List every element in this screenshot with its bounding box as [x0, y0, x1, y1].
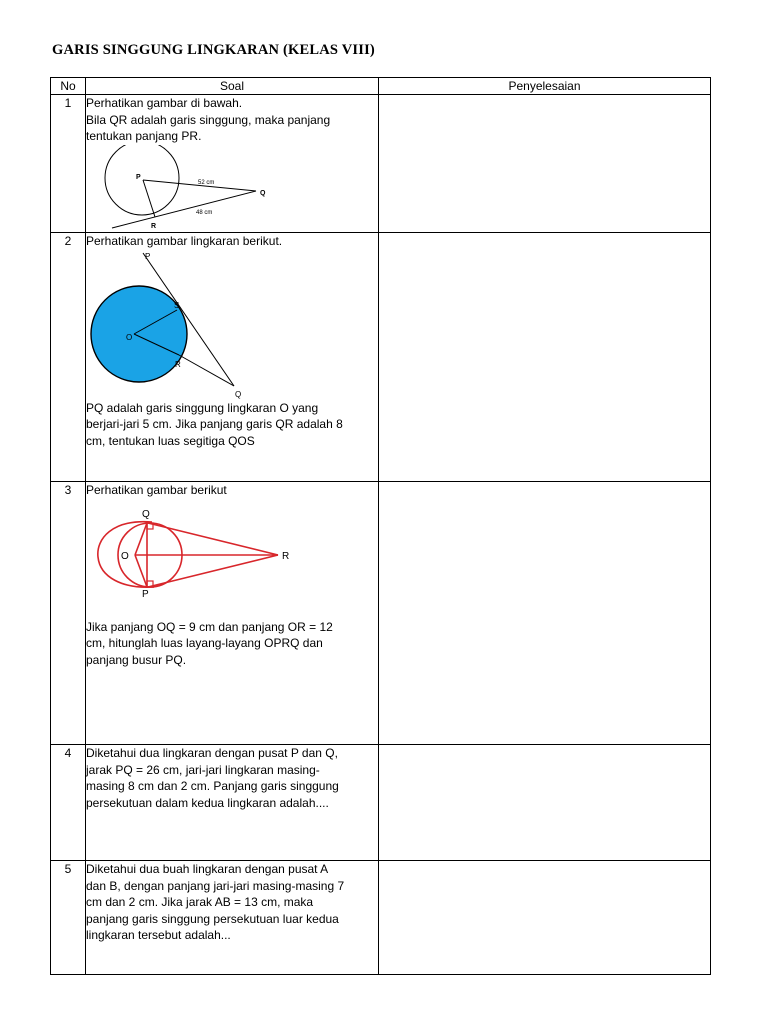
question-text-line: masing 8 cm dan 2 cm. Panjang garis singgung	[86, 779, 339, 793]
answer-cell[interactable]	[379, 95, 711, 233]
answer-cell[interactable]	[379, 745, 711, 861]
figure-blue-circle	[86, 250, 286, 400]
question-table	[50, 77, 711, 975]
row-number: 4	[51, 745, 86, 861]
question-cell	[86, 861, 379, 975]
answer-cell[interactable]	[379, 482, 711, 745]
question-text-line: berjari-jari 5 cm. Jika panjang garis QR adalah 8	[86, 417, 343, 431]
question-text-line: Diketahui dua buah lingkaran dengan pusat A	[86, 862, 329, 876]
question-text-line: panjang busur PQ.	[86, 652, 187, 667]
label-r: R	[282, 550, 290, 562]
table-row	[51, 745, 711, 861]
row-number: 5	[51, 861, 86, 975]
question-text-line: Perhatikan gambar di bawah.	[86, 96, 243, 110]
table-row	[51, 95, 711, 233]
question-text-line: Diketahui dua lingkaran dengan pusat P dan Q,	[86, 746, 338, 760]
label-q: Q	[260, 189, 266, 197]
figure-red-kite	[92, 499, 298, 599]
question-text-line: Bila QR adalah garis singgung, maka panjang	[86, 112, 331, 127]
label-r: R	[151, 222, 157, 230]
question-cell	[86, 95, 379, 233]
row-number: 2	[51, 233, 86, 482]
question-text-line: dan B, dengan panjang jari-jari masing-masing 7	[86, 878, 345, 893]
answer-cell[interactable]	[379, 233, 711, 482]
label-p: P	[142, 588, 149, 599]
question-text-line: lingkaran tersebut adalah...	[86, 928, 231, 942]
label-o: O	[126, 332, 133, 342]
question-text-line: panjang garis singgung persekutuan luar kedua	[86, 911, 339, 926]
answer-cell[interactable]	[379, 861, 711, 975]
label-p: P	[136, 173, 141, 181]
question-text-line: PQ adalah garis singgung lingkaran O yang	[86, 400, 319, 415]
question-cell	[86, 233, 379, 482]
row-number: 3	[51, 482, 86, 745]
question-text-line: tentukan panjang PR.	[86, 129, 202, 143]
figure-tangent-triangle	[98, 145, 298, 231]
label-p: P	[145, 251, 151, 261]
label-q: Q	[142, 508, 150, 520]
table-row	[51, 482, 711, 745]
question-text-line: cm dan 2 cm. Jika jarak AB = 13 cm, maka	[86, 895, 314, 909]
question-text-line: persekutuan dalam kedua lingkaran adalah....	[86, 795, 329, 810]
label-q: Q	[235, 389, 242, 399]
row-number: 1	[51, 95, 86, 233]
label-qr-length: 48 cm	[196, 209, 213, 216]
question-text-line: jarak PQ = 26 cm, jari-jari lingkaran masing-	[86, 762, 320, 777]
page-title: GARIS SINGGUNG LINGKARAN (KELAS VIII)	[52, 42, 375, 58]
header-no: No	[51, 78, 86, 95]
table-header-row	[51, 78, 711, 95]
question-cell	[86, 482, 379, 745]
label-s: S	[174, 300, 180, 310]
question-text-line: cm, hitunglah luas layang-layang OPRQ dan	[86, 636, 323, 650]
label-o: O	[121, 550, 129, 562]
header-penyelesaian: Penyelesaian	[379, 78, 711, 95]
question-text-line: cm, tentukan luas segitiga QOS	[86, 433, 255, 448]
question-text-line: Jika panjang OQ = 9 cm dan panjang OR = 12	[86, 619, 333, 634]
table-row	[51, 233, 711, 482]
question-cell	[86, 745, 379, 861]
label-pq-length: 52 cm	[198, 179, 215, 186]
label-r: R	[175, 359, 181, 369]
header-soal: Soal	[86, 78, 379, 95]
question-intro: Perhatikan gambar lingkaran berikut.	[86, 234, 283, 248]
table-row	[51, 861, 711, 975]
question-intro: Perhatikan gambar berikut	[86, 483, 227, 497]
